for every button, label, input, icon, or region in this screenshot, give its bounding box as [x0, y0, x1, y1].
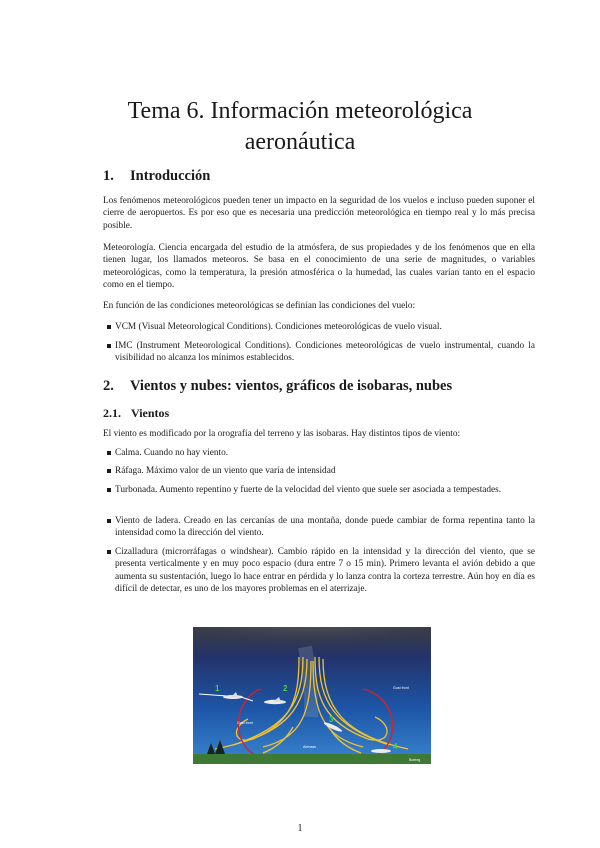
list-item-text: Viento de ladera. Creado en las cercanías de una montaña, donde puede cambiar de forma repentina tanto la intensidad como la dirección del viento.: [115, 516, 535, 539]
subsection-2-1-number: 2.1.: [103, 406, 121, 420]
figure-credit: Boeing: [409, 758, 421, 762]
list-item-text: Cizalladura (microrráfagas o windshear). Cambio rápido en la intensidad y la dirección del viento, que se presenta verticalmente y en muy poco espacio (dura entre 7 o 15 min). Primero levanta el avión debido a que aumenta su sustentación, luego lo hace entrar en pérdida y lo lanza contra la corteza terrestre. Aún hoy en día es difícil de detectar, es uno de los mayores problemas en el aterrizaje.: [115, 547, 535, 595]
bullet-icon: [107, 344, 111, 348]
ground: [193, 754, 431, 764]
section-2-title: Vientos y nubes: vientos, gráficos de isobaras, nubes: [130, 378, 453, 394]
section-1-paragraph-3: En función de las condiciones meteorológicas se definían las condiciones del vuelo:: [103, 301, 416, 311]
section-1-number: 1.: [103, 168, 114, 184]
downdraft-label: Airmass: [303, 745, 316, 749]
bullet-icon: [107, 451, 111, 455]
bullet-icon: [107, 488, 111, 492]
list-item-text: Calma. Cuando no hay viento.: [115, 448, 229, 458]
list-item: [115, 340, 535, 365]
list-item: [115, 465, 535, 477]
gust-front-left-label: Gust front: [237, 721, 253, 725]
section-1-title: Introducción: [130, 168, 211, 184]
figure-label-4: 4: [393, 742, 398, 751]
subsection-2-1-heading: [103, 406, 543, 421]
list-item-text: Turbonada. Aumento repentino y fuerte de la velocidad del viento que suele ser asociada a tempestades.: [115, 485, 502, 495]
bullet-icon: [107, 550, 111, 554]
list-item: [115, 515, 535, 540]
figure-label-1: 1: [215, 684, 220, 693]
figure-label-2: 2: [283, 684, 288, 693]
section-2-heading: [103, 378, 543, 395]
list-item: [115, 447, 535, 459]
section-1-paragraph-2: Meteorología. Ciencia encargada del estudio de la atmósfera, de sus propiedades y de los fenómenos que en ella tienen lugar, los llamados meteoros. Se basa en el conocimiento de una serie de magnitudes, o variables meteorológicas, como la temperatura, la presión atmosférica o la humedad, las cuales varían tanto en el espacio como en el tiempo.: [103, 243, 535, 291]
list-item: [115, 546, 535, 596]
airplane-icon: [371, 749, 391, 753]
bullet-icon: [107, 325, 111, 329]
title-line-1: Tema 6. Información meteorológica: [127, 98, 473, 124]
gust-front-right-label: Gust front: [393, 686, 409, 690]
section-1-heading: [103, 168, 543, 185]
section-2-number: 2.: [103, 378, 114, 394]
bullet-icon: [107, 519, 111, 523]
list-item-text: Ráfaga. Máximo valor de un viento que varía de intensidad: [115, 466, 336, 476]
figure-label-3: 3: [329, 715, 334, 724]
list-item-text: IMC (Instrument Meteorological Conditions). Condiciones meteorológicas de vuelo instrumental, cuando la visibilidad no alcanza los mínimos establecidos.: [115, 341, 535, 364]
bullet-icon: [107, 469, 111, 473]
list-item: [115, 321, 535, 333]
title-line-2: aeronáutica: [244, 129, 356, 155]
page-number: 1: [297, 823, 303, 834]
section-1-paragraph-1: Los fenómenos meteorológicos pueden tener un impacto en la seguridad de los vuelos e incluso pueden suponer el cierre de aeropuertos. Es por eso que es necesaria una predicción meteorológica en tiempo real y lo más precisa posible.: [103, 196, 535, 231]
document-title: [60, 96, 540, 158]
subsection-2-1-title: Vientos: [131, 406, 170, 420]
subsection-2-1-paragraph: El viento es modificado por la orografía del terreno y las isobaras. Hay distintos tipos de viento:: [103, 429, 461, 439]
microburst-figure: [193, 627, 431, 764]
list-item: [115, 484, 535, 496]
list-item-text: VCM (Visual Meteorological Conditions). Condiciones meteorológicas de vuelo visual.: [115, 322, 442, 332]
